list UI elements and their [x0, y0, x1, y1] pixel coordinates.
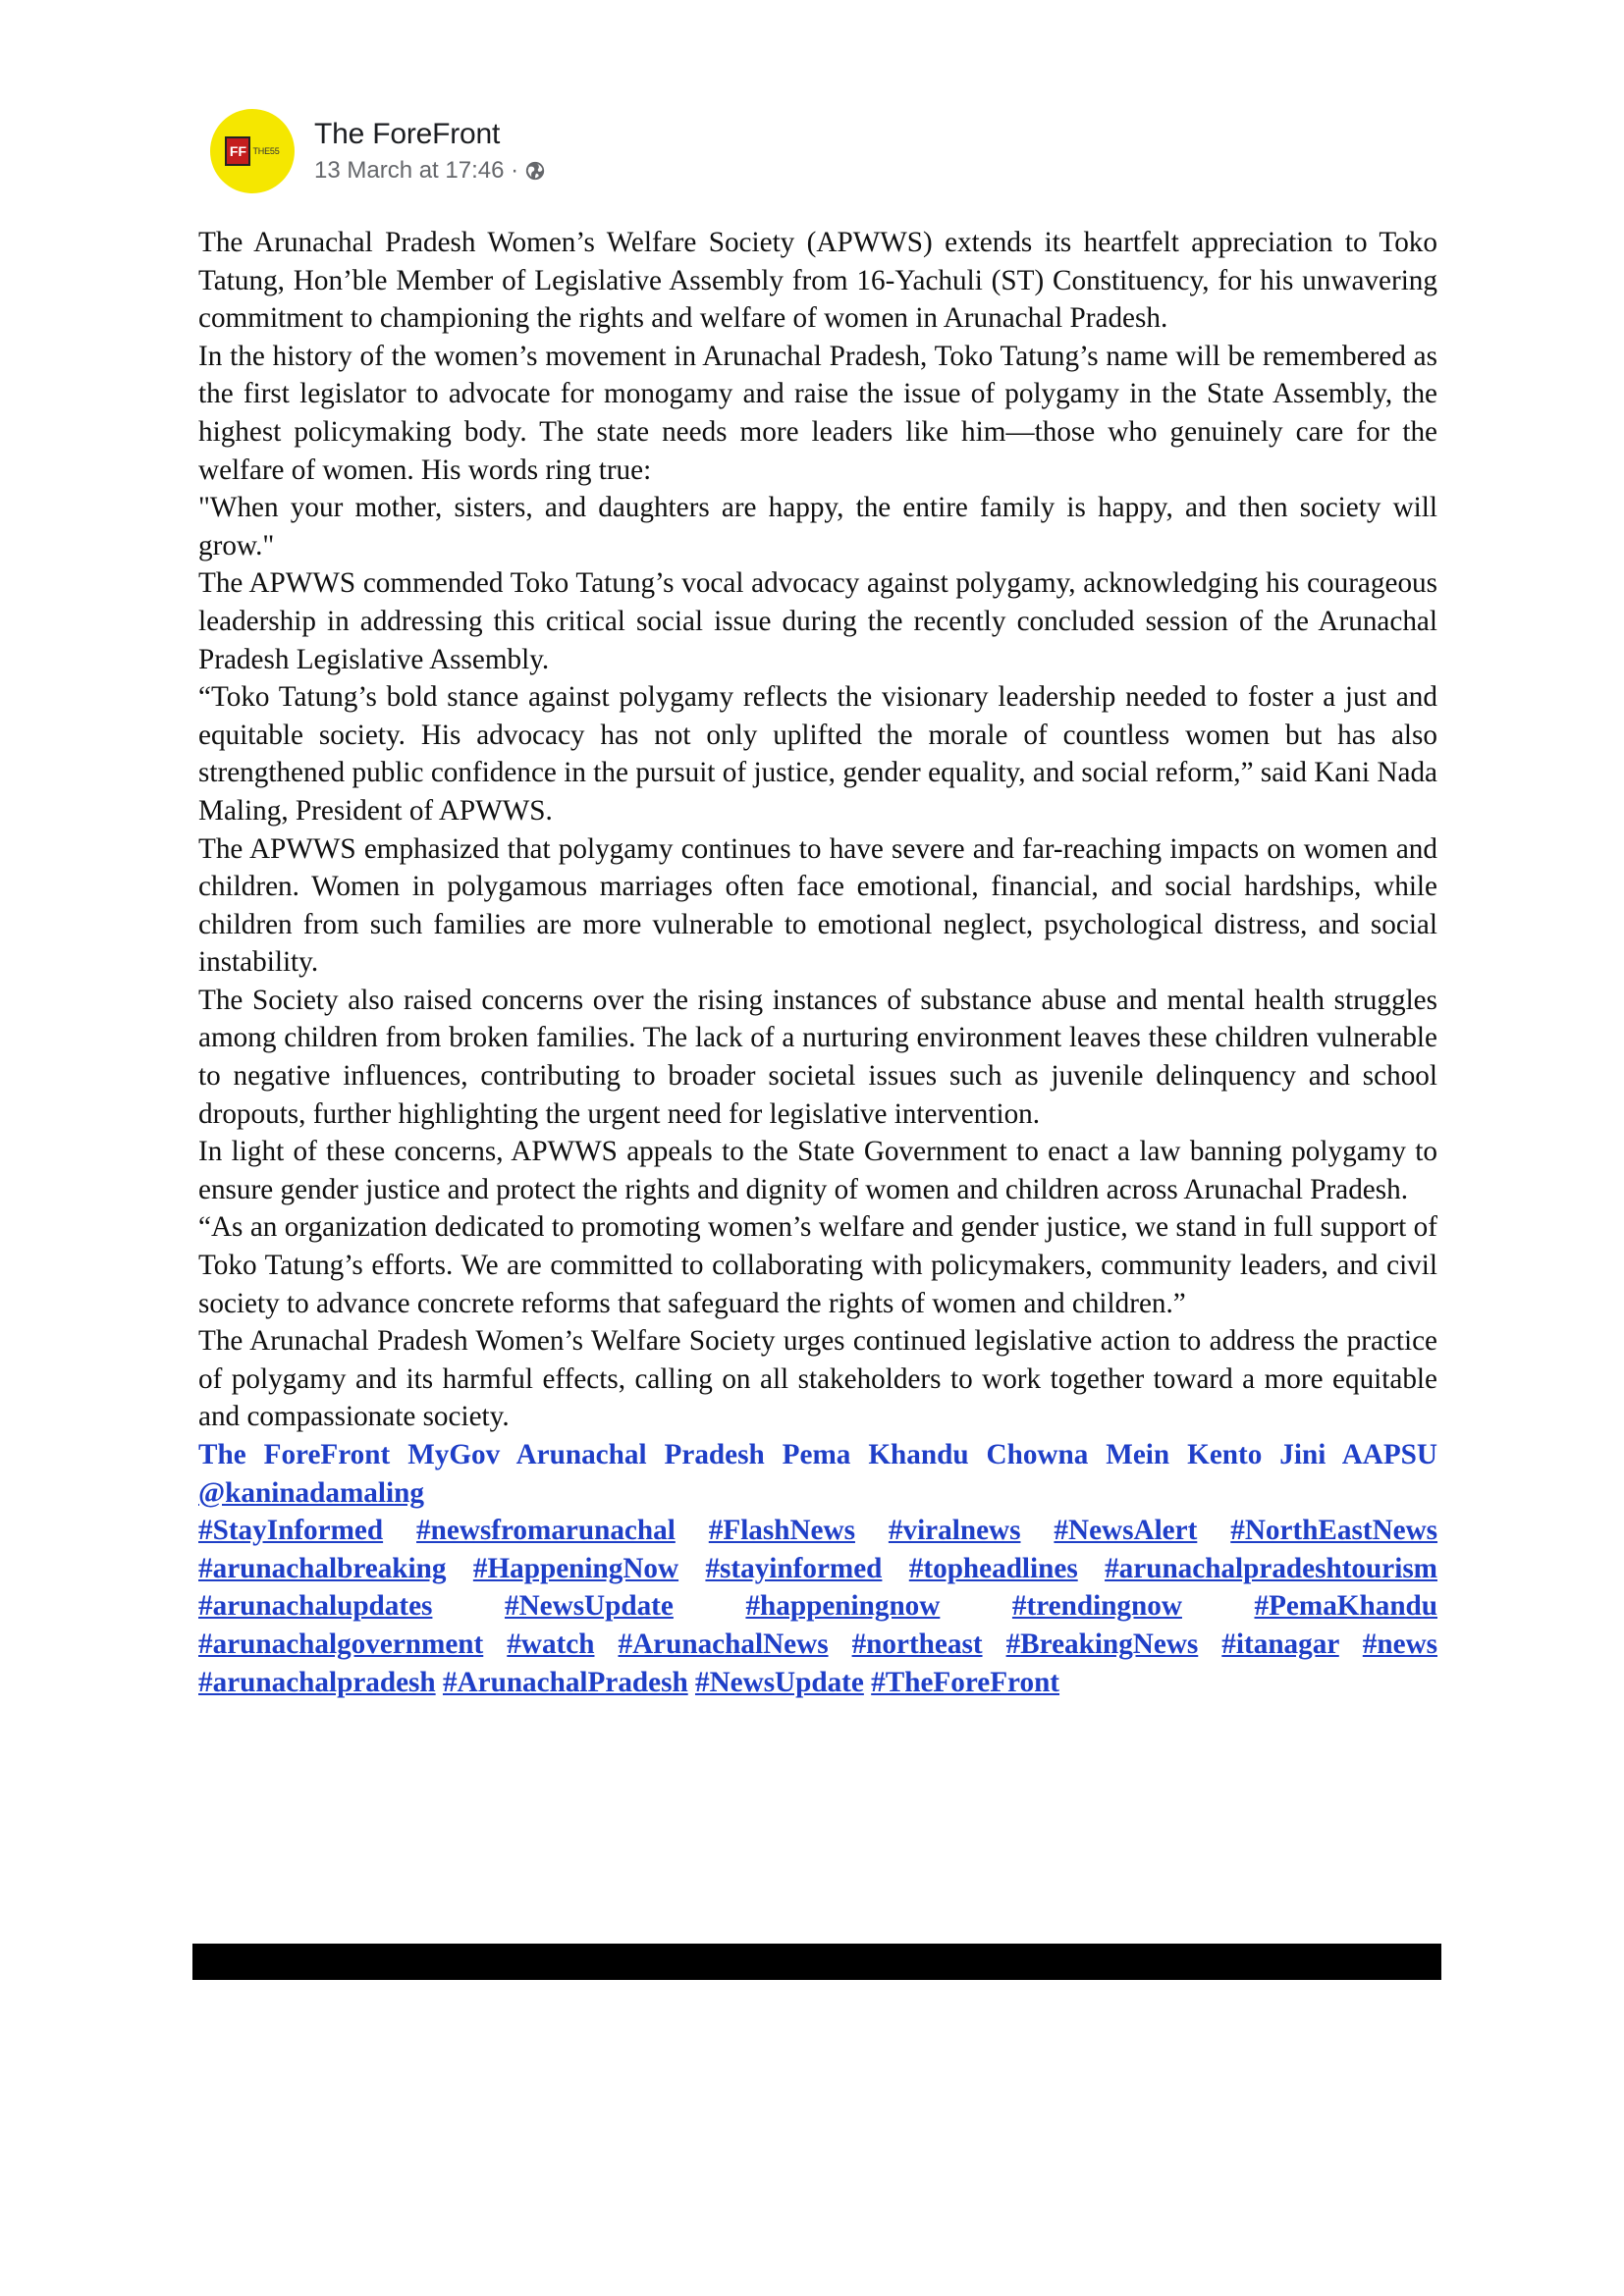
paragraph: The Society also raised concerns over the rising instances of substance abuse and mental health struggles among children from broken families. The lack of a nurturing environment leaves these children vulnerable to negative influences, contributing to broader societal issues such as juvenile delinquency and school dropouts, further highlighting the urgent need for legislative intervention. [198, 984, 1437, 1130]
hashtag-link[interactable]: #TheForeFront [871, 1666, 1060, 1698]
paragraph: In light of these concerns, APWWS appeals to the State Government to enact a law banning polygamy to ensure gender justice and protect the rights and dignity of women and children across Arunachal Pradesh. [198, 1136, 1437, 1205]
mentions-text[interactable]: The ForeFront MyGov Arunachal Pradesh Pema Khandu Chowna Mein Kento Jini AAPSU [198, 1439, 1437, 1470]
hashtag-link[interactable]: #ArunachalNews [618, 1628, 829, 1660]
hashtag-link[interactable]: #viralnews [888, 1515, 1021, 1547]
page-name[interactable]: The ForeFront [314, 118, 501, 150]
quote-paragraph: "When your mother, sisters, and daughters are happy, the entire family is happy, and then society will grow." [198, 492, 1437, 561]
post-body [198, 224, 1437, 1701]
hashtag-link[interactable]: #HappeningNow [472, 1552, 679, 1584]
hashtag-link[interactable]: #arunachalupdates [198, 1590, 433, 1623]
logo [225, 136, 279, 166]
hashtag-link[interactable]: #NorthEastNews [1230, 1515, 1438, 1547]
hashtag-link[interactable]: #arunachalpradesh [198, 1666, 436, 1698]
hashtag-link[interactable]: #watch [507, 1628, 595, 1660]
logo-box: FF [225, 136, 250, 166]
paragraph: The APWWS emphasized that polygamy continues to have severe and far-reaching impacts on women and children. Women in polygamous marriages often face emotional, financial, and social hardships, while children from such families are more vulnerable to emotional neglect, psychological distress, and social instability. [198, 832, 1437, 979]
quote-paragraph: “As an organization dedicated to promoting women’s welfare and gender justice, we stand in full support of Toko Tatung’s efforts. We are committed to collaborating with policymakers, community leaders, and civil society to advance concrete reforms that safeguard the rights of women and children.” [198, 1211, 1437, 1319]
hashtag-link[interactable]: #trendingnow [1011, 1590, 1182, 1623]
post-timestamp[interactable]: 13 March at 17:46 · [314, 157, 519, 184]
hashtag-link[interactable]: #itanagar [1221, 1628, 1339, 1660]
header-text [314, 117, 546, 186]
hashtag-block [198, 1512, 1437, 1701]
hashtag-link[interactable]: #newsfromarunachal [416, 1515, 676, 1547]
paragraph: “Toko Tatung’s bold stance against polygamy reflects the visionary leadership needed to foster a just and equitable society. His advocacy has not only uplifted the morale of countless women but has also strengthened public confidence in the pursuit of justice, gender equality, and social reform,” said Kani Nada Maling, President of APWWS. [198, 681, 1437, 827]
paragraph: In the history of the women’s movement in Arunachal Pradesh, Toko Tatung’s name will be remembered as the first legislator to advocate for monogamy and raise the issue of polygamy in the State Assembly, the highest policymaking body. The state needs more leaders like him—those who genuinely care for the welfare of women. His words ring true: [198, 340, 1437, 486]
hashtag-link[interactable]: #arunachalgovernment [198, 1628, 484, 1660]
hashtag-link[interactable]: #topheadlines [908, 1552, 1078, 1584]
post-header [210, 106, 546, 196]
paragraph: The Arunachal Pradesh Women’s Welfare Society urges continued legislative action to address the practice of polygamy and its harmful effects, calling on all stakeholders to work together toward a more equitable and compassionate society. [198, 1325, 1437, 1433]
hashtag-link[interactable]: #NewsAlert [1054, 1515, 1198, 1547]
hashtag-link[interactable]: #StayInformed [198, 1515, 384, 1547]
hashtag-link[interactable]: #news [1362, 1628, 1438, 1660]
hashtag-link[interactable]: #ArunachalPradesh [442, 1666, 688, 1698]
hashtag-link[interactable]: #FlashNews [708, 1515, 855, 1547]
hashtag-link[interactable]: #northeast [851, 1628, 983, 1660]
post-meta [314, 156, 546, 186]
hashtag-link[interactable]: #NewsUpdate [694, 1666, 864, 1698]
mention-link[interactable]: @kaninadamaling [198, 1476, 424, 1509]
logo-word: THE55 [252, 146, 280, 156]
hashtag-link[interactable]: #happeningnow [745, 1590, 941, 1623]
hashtag-link[interactable]: #NewsUpdate [504, 1590, 674, 1623]
hashtag-link[interactable]: #stayinformed [705, 1552, 883, 1584]
mentions-line [198, 1436, 1437, 1512]
paragraph: The APWWS commended Toko Tatung’s vocal advocacy against polygamy, acknowledging his courageous leadership in addressing this critical social issue during the recently concluded session of the Arunachal Pradesh Legislative Assembly. [198, 567, 1437, 675]
paragraph: The Arunachal Pradesh Women’s Welfare Society (APWWS) extends its heartfelt appreciation to Toko Tatung, Hon’ble Member of Legislative Assembly from 16-Yachuli (ST) Constituency, for his unwavering commitment to championing the rights and welfare of women in Arunachal Pradesh. [198, 227, 1437, 335]
hashtag-link[interactable]: #BreakingNews [1005, 1628, 1199, 1660]
hashtag-link[interactable]: #PemaKhandu [1254, 1590, 1438, 1623]
avatar[interactable] [210, 109, 295, 193]
hashtag-link[interactable]: #arunachalbreaking [198, 1552, 447, 1584]
footer-bar [192, 1944, 1441, 1980]
hashtag-link[interactable]: #arunachalpradeshtourism [1105, 1552, 1437, 1584]
globe-icon [524, 160, 546, 182]
